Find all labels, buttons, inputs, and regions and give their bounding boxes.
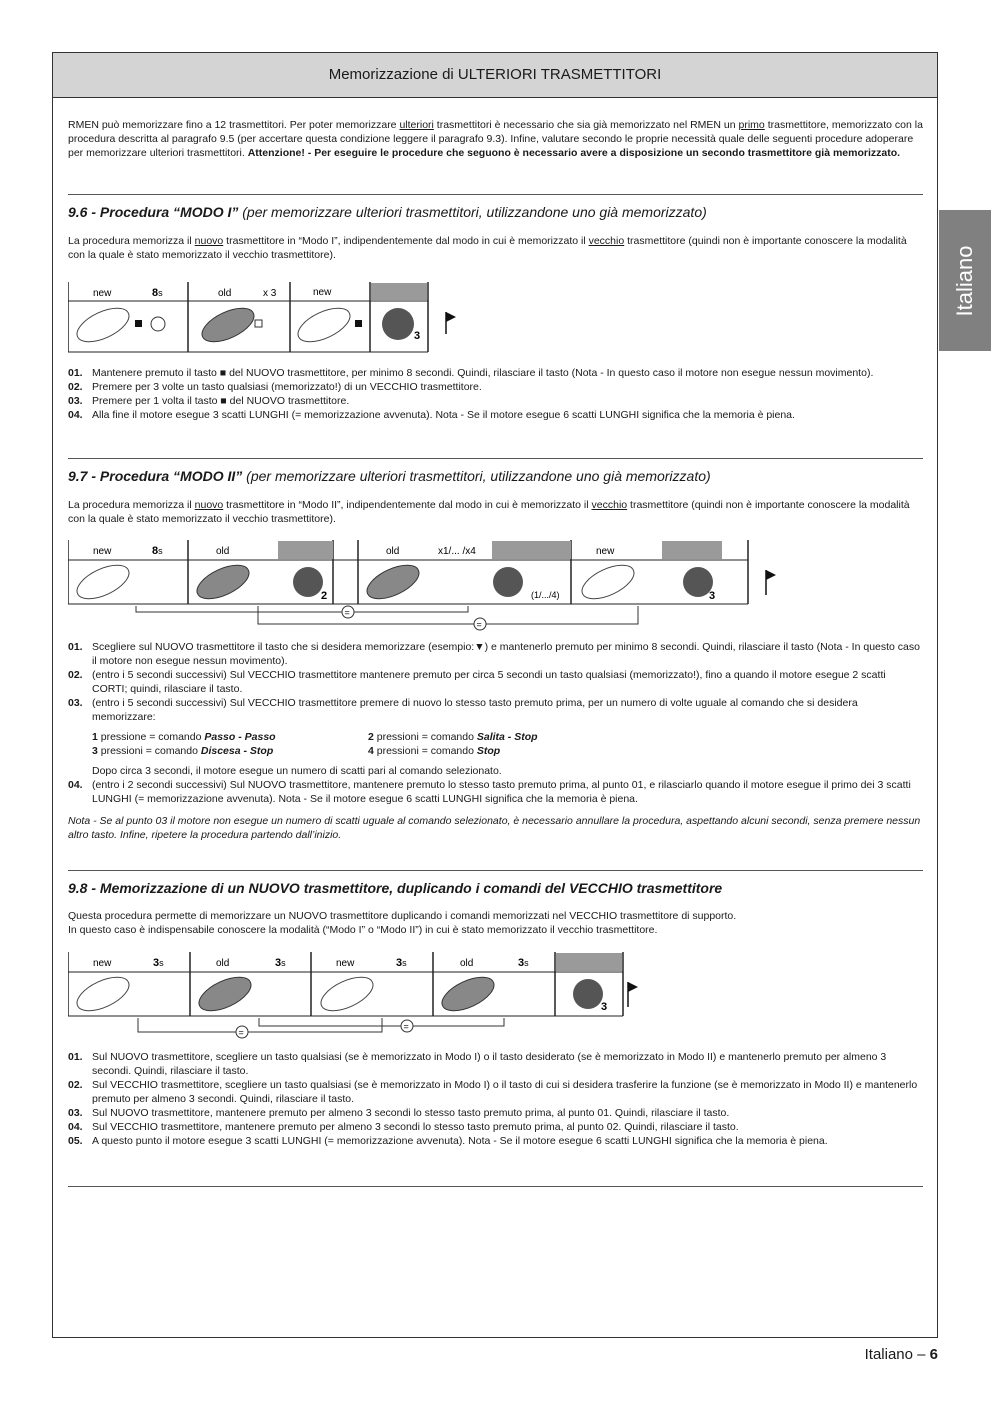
intro-text-1: RMEN può memorizzare fino a 12 trasmettitori. Per poter memorizzare <box>68 119 400 131</box>
s96-text-3: trasmettitore (quindi non è importante conoscere la modalità con la quale è stato memorizzato il vecchio trasmettitore). <box>68 235 907 261</box>
step-text: Alla fine il motore esegue 3 scatti LUNGHI (= memorizzazione avvenuta). Nota - Se il motore esegue 6 scatti LUNGHI significa che la memoria è piena. <box>92 409 795 421</box>
label-old-2: old <box>386 546 400 557</box>
label-new-2: new <box>596 546 615 557</box>
stop-button-icon <box>135 320 142 327</box>
s97-text-3: trasmettitore (quindi non è importante conoscere la modalità con la quale è stato memorizzato il vecchio trasmettitore). <box>68 499 910 525</box>
section-9-7-title <box>68 468 923 484</box>
step-number: 01. <box>68 641 83 653</box>
page-number: 6 <box>929 1346 938 1363</box>
step-number: 04. <box>68 1121 83 1133</box>
command-label: pressioni = comando <box>97 745 201 757</box>
step-text: (entro i 5 secondi successivi) Sul VECCHIO trasmettitore mantenere premuto per circa 5 secondi un tasto qualsiasi (memorizzato!), fino a quando il motore esegue 2 scatti CORTI; quindi, rilasciare il tasto. <box>92 669 886 695</box>
command-count: 4 <box>368 745 374 757</box>
s96-8s-unit: s <box>158 288 163 298</box>
old-remote-icon <box>192 558 254 605</box>
steps-9-7 <box>68 640 923 842</box>
command-list <box>68 730 923 758</box>
step-item <box>68 1078 923 1106</box>
command-item <box>368 744 668 758</box>
step-number: 03. <box>68 1107 83 1119</box>
s98-3s-unit: s <box>281 958 286 968</box>
steps-9-8 <box>68 1050 923 1148</box>
s97-underline-1: nuovo <box>194 499 224 511</box>
clock-icon <box>151 317 165 331</box>
s98-3s-unit: s <box>524 958 529 968</box>
old-remote-icon <box>194 970 256 1017</box>
intro-text-3: trasmettitore, memorizzato con la procedura descritta al paragrafo 9.5 (per accertare questa condizione leggere il paragrafo 9.3). Infine, valutare secondo le proprie necessità quale delle seguenti procedure adoperare per memorizzare ulteriori trasmettitori. <box>68 119 923 159</box>
step-text: (entro i 2 secondi successivi) Sul NUOVO trasmettitore, mantenere premuto lo stesso tasto premuto prima, al punto 01, e rilasciarlo quando il motore esegue il primo dei 3 scatti LUNGHI (= memorizzazione avvenuta). Nota - Se il motore esegue 6 scatti LUNGHI significa che la memoria è piena. <box>92 779 911 805</box>
step-text: Premere per 3 volte un tasto qualsiasi (memorizzato!) di un VECCHIO trasmettitore. <box>92 381 482 393</box>
command-count: 2 <box>368 731 374 743</box>
step-item <box>68 1106 923 1120</box>
command-name: Salita - Stop <box>476 731 538 743</box>
motor-icon-3 <box>683 567 713 597</box>
connector-line <box>258 606 638 624</box>
s97-text-1: La procedura memorizza il <box>68 499 195 511</box>
label-3: 3 <box>414 330 421 342</box>
section-9-8-paragraph <box>68 909 923 937</box>
step-item <box>68 366 923 380</box>
old-remote-icon-2 <box>362 558 424 605</box>
step-item <box>68 696 923 724</box>
s98-3s-value: 3 <box>518 957 525 969</box>
step-number: 03. <box>68 697 83 709</box>
label-new-2: new <box>336 958 355 969</box>
new-remote-icon-2 <box>316 970 378 1017</box>
step-item <box>68 394 923 408</box>
step-text: Premere per 1 volta il tasto ■ del NUOVO trasmettitore. <box>92 395 350 407</box>
intro-underline-1: ulteriori <box>399 119 434 131</box>
label-3: 3 <box>709 590 716 602</box>
steps-9-6 <box>68 366 923 422</box>
s97-underline-2: vecchio <box>591 499 628 511</box>
new-remote-icon <box>72 558 134 605</box>
step-item <box>68 640 923 668</box>
intro-paragraph <box>68 118 923 160</box>
command-label: pressione = comando <box>97 731 205 743</box>
after-text: Dopo circa 3 secondi, il motore esegue un numero di scatti pari al comando selezionato. <box>92 765 502 777</box>
step-text: Sul VECCHIO trasmettitore, scegliere un tasto qualsiasi (se è memorizzato in Modo I) o il tasto di cui si desidera trasferire la funzione (se è memorizzato in Modo II) e mantenerlo premuto per almeno 3 secondi. Quindi, rilasciare il tasto. <box>92 1079 918 1105</box>
step-number: 04. <box>68 409 83 421</box>
step-number: 02. <box>68 1079 83 1091</box>
step-item <box>68 668 923 696</box>
new-remote-icon <box>72 301 134 348</box>
diagram-9-8 <box>68 952 648 1044</box>
s96-text-1: La procedura memorizza il <box>68 235 195 247</box>
label-8s <box>152 545 163 557</box>
page-footer <box>865 1346 938 1363</box>
label-2: 2 <box>321 590 328 602</box>
label-new-2: new <box>313 287 332 298</box>
step-item <box>68 1120 923 1134</box>
s97-8s-unit: s <box>158 546 163 556</box>
step-number: 02. <box>68 381 83 393</box>
equal-icon: = <box>403 1021 409 1032</box>
section-9-6-title <box>68 204 923 220</box>
label-x1-x4: x1/... /x4 <box>438 546 476 557</box>
divider <box>68 870 923 871</box>
diagram-9-7 <box>68 540 788 632</box>
step-text: Scegliere sul NUOVO trasmettitore il tasto che si desidera memorizzare (esempio:▼) e mantenerlo premuto per minimo 8 secondi. Quindi, rilasciare il tasto (Nota - In questo caso il motore non esegue nessun movimento). <box>92 641 920 667</box>
step-number: 03. <box>68 395 83 407</box>
step-item <box>68 408 923 422</box>
intro-text-2: trasmettitori è necessario che sia già memorizzato nel RMEN un <box>433 119 739 131</box>
equal-icon: = <box>476 619 482 630</box>
command-count: 3 <box>92 745 98 757</box>
s97-8s-value: 8 <box>152 545 159 557</box>
label-old: old <box>218 288 232 299</box>
page-title: Memorizzazione di ULTERIORI TRASMETTITORI <box>53 53 937 98</box>
new-remote-icon-2 <box>577 558 639 605</box>
section-9-7-heading: 9.7 - Procedura “MODO II” <box>68 468 243 484</box>
motor-icon-2 <box>493 567 523 597</box>
label-range: (1/.../4) <box>531 590 560 600</box>
old-remote-icon <box>197 301 259 348</box>
command-label: pressioni = comando <box>373 731 477 743</box>
label-new: new <box>93 546 112 557</box>
intro-underline-2: primo <box>738 119 765 131</box>
motor-icon <box>382 308 414 340</box>
section-9-6-heading: 9.6 - Procedura “MODO I” <box>68 204 239 220</box>
command-name: Passo - Passo <box>204 731 276 743</box>
s96-underline-2: vecchio <box>588 235 625 247</box>
step-number: 02. <box>68 669 83 681</box>
step-item <box>68 1050 923 1078</box>
label-3s <box>396 957 407 969</box>
command-count: 1 <box>92 731 98 743</box>
command-item <box>368 730 668 744</box>
stop-button-icon-3 <box>355 320 362 327</box>
intro-warning: Attenzione! - Per eseguire le procedure che seguono è necessario avere a disposizione un secondo trasmettitore già memorizzato. <box>247 147 901 159</box>
new-remote-icon-2 <box>293 301 355 348</box>
command-label: pressioni = comando <box>373 745 477 757</box>
label-old-2: old <box>460 958 474 969</box>
step-item <box>68 778 923 806</box>
divider <box>68 194 923 195</box>
note-text: Nota - Se al punto 03 il motore non esegue un numero di scatti uguale al comando selezionato, è necessario annullare la procedura, aspettando alcuni secondi, senza premere nessun altro tasto. Infine, ripetere la procedura partendo dall’inizio. <box>68 815 921 841</box>
s98-3s-value: 3 <box>153 957 160 969</box>
s98-3s-unit: s <box>402 958 407 968</box>
label-3s <box>275 957 286 969</box>
section-9-7-subheading: (per memorizzare ulteriori trasmettitori, utilizzandone uno già memorizzato) <box>242 468 711 484</box>
divider <box>68 458 923 459</box>
command-name: Stop <box>476 745 501 757</box>
section-9-6-paragraph <box>68 234 923 262</box>
stop-button-icon-2 <box>255 320 262 327</box>
s96-underline-1: nuovo <box>194 235 224 247</box>
s98-3s-value: 3 <box>275 957 282 969</box>
step-item <box>68 1134 923 1148</box>
section-9-6-subheading: (per memorizzare ulteriori trasmettitori, utilizzandone uno già memorizzato) <box>238 204 707 220</box>
language-tab <box>939 210 991 351</box>
step-text: Sul NUOVO trasmettitore, mantenere premuto per almeno 3 secondi lo stesso tasto premuto prima, al punto 01. Quindi, rilasciare il tasto. <box>92 1107 730 1119</box>
s96-text-2: trasmettitore in “Modo I”, indipendentemente dal modo in cui è memorizzato il <box>223 235 589 247</box>
step-number: 04. <box>68 779 83 791</box>
s96-8s-value: 8 <box>152 287 159 299</box>
language-tab-label: Italiano <box>952 245 977 316</box>
step-text: Sul VECCHIO trasmettitore, mantenere premuto per almeno 3 secondi lo stesso tasto premuto prima, al punto 02. Quindi, rilasciare il tasto. <box>92 1121 739 1133</box>
step-number: 01. <box>68 367 83 379</box>
label-8s <box>152 287 163 299</box>
label-3s <box>518 957 529 969</box>
equal-icon: = <box>344 607 350 618</box>
equal-icon: = <box>238 1027 244 1038</box>
s98-3s-unit: s <box>159 958 164 968</box>
label-3s <box>153 957 164 969</box>
label-new: new <box>93 958 112 969</box>
s98-text-2: In questo caso è indispensabile conoscere la modalità (“Modo I” o “Modo II”) in cui è stato memorizzato il vecchio trasmettitore. <box>68 924 658 936</box>
section-9-8-title: 9.8 - Memorizzazione di un NUOVO trasmettitore, duplicando i comandi del VECCHIO trasmettitore <box>68 880 723 896</box>
old-remote-icon-2 <box>437 970 499 1017</box>
label-old: old <box>216 546 230 557</box>
step-item <box>68 380 923 394</box>
label-x3: x 3 <box>263 288 277 299</box>
diagram-9-6 <box>68 282 468 354</box>
connector-line <box>136 606 468 612</box>
command-name: Discesa - Stop <box>200 745 274 757</box>
label-3: 3 <box>601 1001 608 1013</box>
motor-icon <box>293 567 323 597</box>
s98-text-1: Questa procedura permette di memorizzare un NUOVO trasmettitore duplicando i comandi memorizzati nel VECCHIO trasmettitore di supporto. <box>68 910 737 922</box>
s97-text-2: trasmettitore in “Modo II”, indipendentemente dal modo in cui è memorizzato il <box>223 499 592 511</box>
command-item <box>92 744 368 758</box>
step-number: 01. <box>68 1051 83 1063</box>
footer-language: Italiano – <box>864 1346 930 1363</box>
step-text: (entro i 5 secondi successivi) Sul VECCHIO trasmettitore premere di nuovo lo stesso tasto premuto prima, per un numero di volte uguale al comando che si desidera memorizzare: <box>92 697 858 723</box>
label-new: new <box>93 288 112 299</box>
label-old: old <box>216 958 230 969</box>
s98-3s-value: 3 <box>396 957 403 969</box>
command-item <box>92 730 368 744</box>
step-number: 05. <box>68 1135 83 1147</box>
motor-icon <box>573 979 603 1009</box>
step-text: Mantenere premuto il tasto ■ del NUOVO trasmettitore, per minimo 8 secondi. Quindi, rilasciare il tasto (Nota - In questo caso il motore non esegue nessun movimento). <box>92 367 874 379</box>
step-text: A questo punto il motore esegue 3 scatti LUNGHI (= memorizzazione avvenuta). Nota - Se il motore esegue 6 scatti LUNGHI significa che la memoria è piena. <box>92 1135 828 1147</box>
new-remote-icon <box>72 970 134 1017</box>
section-9-7-paragraph <box>68 498 923 526</box>
divider <box>68 1186 923 1187</box>
step-text: Sul NUOVO trasmettitore, scegliere un tasto qualsiasi (se è memorizzato in Modo I) o il tasto desiderato (se è memorizzato in Modo II) e mantenerlo premuto per almeno 3 secondi. Quindi, rilasciare il tasto. <box>92 1051 887 1077</box>
connector-line <box>138 1018 382 1032</box>
